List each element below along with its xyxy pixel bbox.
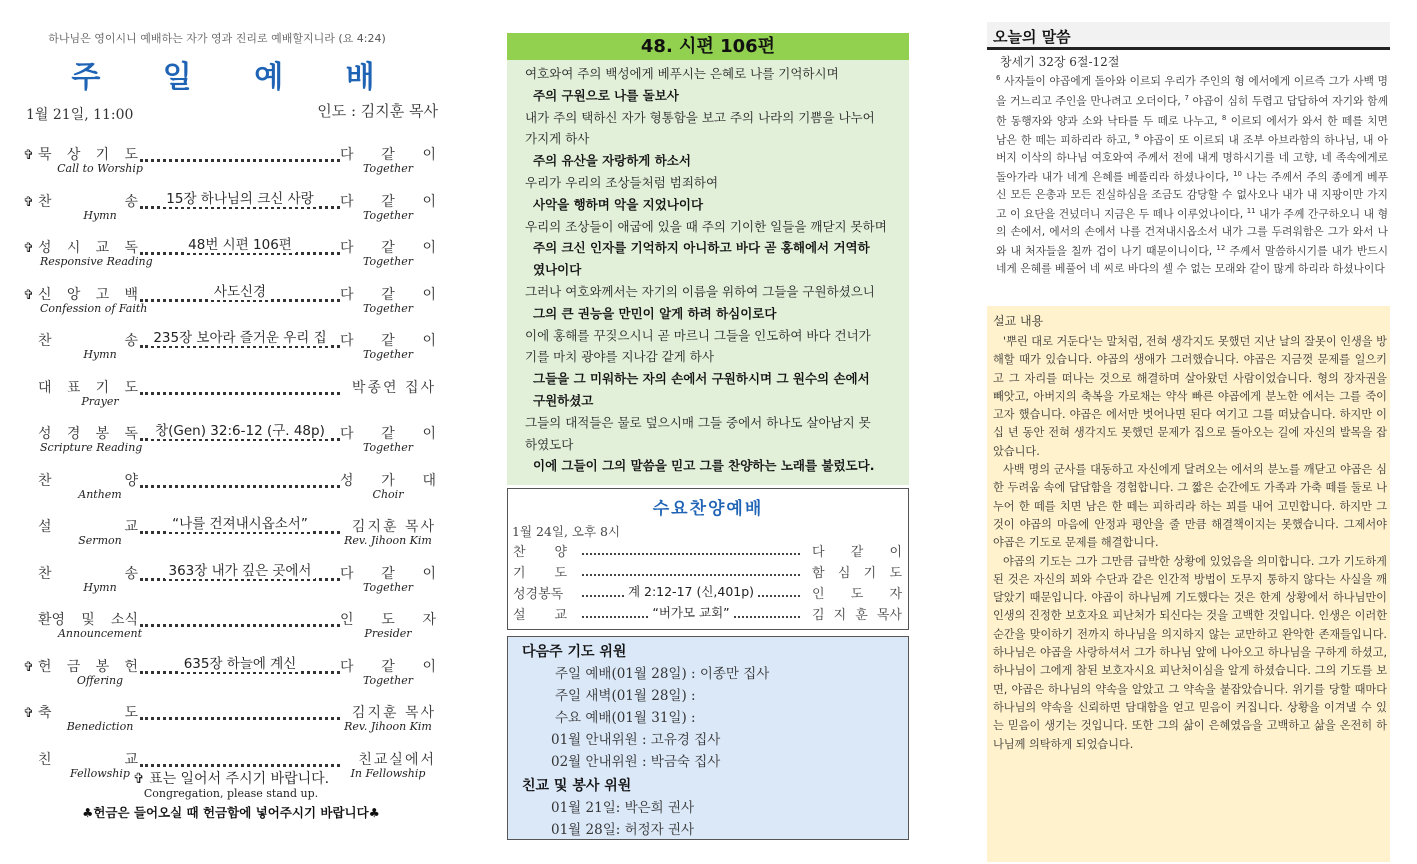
order-item-title	[38, 191, 138, 211]
order-item-english: Offering	[76, 673, 124, 687]
word-title: 오늘의 말씀	[987, 22, 1390, 50]
dotted-leader	[140, 704, 340, 720]
wednesday-item-title	[513, 604, 567, 623]
order-item-title	[38, 516, 138, 536]
title-char: 봉	[95, 426, 110, 442]
detail-text: 235장 보아라 즐거운 우리 집	[149, 330, 330, 346]
order-item-person-english: Together	[363, 348, 413, 361]
dotted-leader	[582, 564, 800, 576]
leader-line: 가지게 하사	[525, 131, 590, 147]
order-item-detail	[140, 512, 340, 532]
leader-line: 이에 홍해를 꾸짖으시니 곧 마르니 그들을 인도하여 바다 건너가	[525, 327, 871, 343]
order-item	[22, 559, 440, 606]
order-item-person-english: Rev. Jihoon Kim	[344, 534, 432, 547]
title-char: 경	[66, 426, 81, 442]
detail-text: “버가모 교회”	[649, 605, 732, 620]
order-item-title	[38, 237, 138, 257]
order-item-person-english: Together	[363, 255, 413, 268]
wednesday-item-title	[513, 562, 567, 581]
title-char: 도	[124, 147, 138, 163]
order-item	[22, 419, 440, 466]
order-item	[22, 605, 440, 652]
leader-line: 기를 마치 광야를 지나감 같게 하사	[525, 349, 714, 365]
wednesday-item-person	[812, 604, 902, 623]
order-item	[22, 140, 440, 187]
order-item-title	[38, 609, 138, 629]
congregation-line: 주의 크신 인자를 기억하지 아니하고 바다 곧 홍해에서 거역하	[533, 240, 870, 256]
wednesday-item-person	[812, 583, 902, 602]
leader-line: 그들의 대적들은 물로 덮으시매 그들 중에서 하나도 살아남지 못	[525, 414, 871, 430]
person-char: 가	[381, 472, 395, 489]
person-char: 이	[422, 147, 436, 163]
person-char: 같	[381, 333, 395, 349]
title-char: 금	[66, 658, 81, 675]
dotted-leader	[140, 379, 340, 395]
stand-note: ✞ 표는 일어서 주시기 바랍니다.	[132, 771, 330, 787]
person-char: 같	[381, 426, 395, 442]
prayer-item: 수요 예배(01월 31일) :	[555, 710, 696, 726]
leader-line: 내가 주의 택하신 자가 형통함을 보고 주의 나라의 기쁨을 나누어	[525, 109, 875, 125]
title-char: 찬	[38, 565, 52, 582]
order-item-person: 박종연 집사	[351, 379, 436, 396]
leader-line: 그러나 여호와께서는 자기의 이름을 위하여 그들을 구원하셨으니	[525, 283, 875, 299]
cross-icon: ✞	[23, 194, 34, 210]
fellowship-list	[522, 797, 894, 841]
title-char: 독	[124, 426, 138, 442]
title-char: 상	[66, 147, 81, 163]
title-char: 헌	[38, 658, 52, 675]
person-char: 자	[422, 612, 436, 628]
person-char: 도	[381, 612, 395, 628]
usher-item: 01월 안내위원 : 고유경 집사	[551, 732, 721, 748]
person-char: 목사	[876, 608, 902, 623]
title-char: 송	[124, 565, 138, 582]
order-item-english: Anthem	[78, 487, 122, 501]
person-char: 이	[422, 240, 436, 256]
fellowship-item: 01월 28일: 허정자 권사	[551, 822, 695, 838]
person-char: 이	[422, 426, 436, 442]
person-char: 같	[381, 193, 395, 210]
order-item-person: 김지훈 목사	[351, 519, 436, 535]
title-char: 송	[124, 193, 138, 210]
person-char: 이	[422, 658, 436, 675]
order-item-person-english: Rev. Jihoon Kim	[344, 720, 432, 733]
order-item	[22, 233, 440, 280]
person-char: 다	[340, 565, 354, 582]
wednesday-title: 수요찬양예배	[652, 499, 764, 519]
wednesday-item-detail	[582, 603, 800, 621]
cross-icon: ✞	[23, 706, 34, 721]
order-item-english: Announcement	[57, 627, 143, 640]
prayer-item: 주일 예배(01월 28일) : 이종만 집사	[555, 666, 770, 682]
psalm-lines	[507, 60, 909, 477]
usher-list	[522, 729, 894, 773]
title-char: 신	[38, 286, 52, 303]
wednesday-row	[512, 603, 904, 624]
person-char: 지	[833, 608, 847, 623]
sermon-body	[993, 333, 1387, 754]
title-char: 시	[66, 240, 81, 256]
detail-text: 사도신경	[210, 284, 270, 300]
cross-icon: ✞	[23, 148, 34, 163]
date-row	[22, 100, 440, 128]
sermon-box	[987, 306, 1390, 862]
wednesday-row	[512, 582, 904, 603]
order-item-person-english: Together	[363, 580, 413, 594]
sermon-paragraph: 사백 명의 군사를 대동하고 자신에게 달려오는 에서의 분노를 깨닫고 야곱은 심한 두려움 속에 답답함을 경험합니다. 그 짧은 순간에도 가족과 가축 떼를 둘로 나누어 한 떼를 치면 남은 한 떼는 피하리라 하는 꾀를 내어 고민합니다. 하지만 그것이 야곱의 마음에 안정과 평안을 줄 만큼 해결책이지는 못했습니다. 그제서야 야곱은 기도로 문제를 해결합니다.	[993, 463, 1387, 550]
title-char: 성	[38, 426, 52, 442]
cross-icon: ✞	[23, 659, 34, 675]
title-char: 앙	[66, 286, 81, 303]
order-item-person	[340, 237, 436, 257]
title-char: 소식	[110, 612, 138, 628]
order-item-english: Call to Worship	[57, 162, 143, 175]
congregation-line: 주의 구원으로 나를 돌보사	[533, 87, 679, 103]
person-char: 다	[812, 545, 825, 560]
scripture-reference: 창세기 32장 6절-12절	[1000, 55, 1120, 69]
cross-icon: ✞	[23, 287, 34, 303]
order-item-person-english: Choir	[372, 487, 404, 501]
responsive-reading-box	[507, 33, 909, 485]
detail-text: 창(Gen) 32:6-12 (구. 48p)	[151, 423, 329, 439]
prayer-item: 주일 새벽(01월 28일) :	[555, 688, 696, 704]
scripture-text: $^6$ 사자들이 야곱에게 돌아와 이르되 우리가 주인의 형 에서에게 이르즉 그가 사백 명을 거느리고 주인을 만나려고 오더이다, $^7$ 야곱이 심히 두렵고 답답하여 자기와 함께 한 동행자와 양과 소와 낙타를 두 떼로 나누고, $^8$ 이르되 에서가 와서 한 떼를 치면 남은 한 떼는 피하리라 하고, $^9$ 야곱이 또 이르되 내 조부 아브라함의 하나님, 내 아버지 이삭의 하나님 여호와여 주께서 전에 내게 명하시기를 네 고향, 네 족속에게로 돌아가라 내가 네게 은혜를 베풀리라 하셨나이다, $^{10}$ 나는 주께서 주의 종에게 베푸신 모든 은총과 모든 진실하심을 조금도 감당할 수 없사오나 내가 내 지팡이만 가지고 이 요단을 건넜더니 지금은 두 떼나 이루었나이다, $^{11}$ 내가 주께 간구하오니 내 형의 손에서, 에서의 손에서 나를 건져내시옵소서 내가 그를 두려워함은 그가 와서 나와 내 처자들을 칠까 겁이 나기 때문이니이다, $^{12}$ 주께서 말씀하시기를 내가 반드시 네게 은혜를 베풀어 네 씨로 바다의 셀 수 없는 모래와 같이 많게 하리라 하셨나이다	[996, 74, 1388, 276]
order-item-title	[38, 702, 138, 722]
dotted-leader	[140, 611, 340, 627]
person-char: 대	[422, 472, 436, 489]
order-item-english: Scripture Reading	[40, 441, 143, 454]
order-item-person	[340, 609, 436, 629]
title-char: 찬	[38, 193, 52, 210]
order-item	[22, 373, 440, 420]
order-item-person-english: Together	[363, 441, 413, 454]
todays-word-section	[987, 22, 1390, 751]
person-char: 이	[422, 286, 436, 303]
person-char: 김	[812, 608, 825, 623]
order-item-detail	[140, 559, 340, 579]
person-char: 같	[381, 565, 395, 582]
person-char: 함	[812, 566, 825, 581]
order-item-detail	[140, 233, 340, 253]
order-item-title	[38, 330, 138, 350]
order-item-detail	[140, 187, 340, 207]
person-char: 다	[340, 658, 354, 675]
fellowship-item: 01월 21일: 박은희 권사	[551, 800, 695, 816]
person-char: 성	[340, 472, 354, 489]
person-char: 이	[422, 565, 436, 582]
wednesday-item-title	[513, 583, 567, 602]
order-item	[22, 512, 440, 559]
wednesday-item-person	[812, 562, 902, 581]
person-char: 같	[381, 147, 395, 163]
person-char: 훈	[855, 608, 868, 623]
title-char: 송	[124, 333, 138, 349]
title-char: 교	[124, 751, 138, 768]
order-item-english: Confession of Faith	[40, 301, 148, 315]
order-item-person-english: Together	[363, 208, 413, 222]
order-item-person	[340, 191, 436, 211]
order-item-title	[38, 470, 138, 490]
congregation-line: 이에 그들이 그의 말씀을 믿고 그를 찬양하는 노래를 불렀도다.	[533, 458, 875, 474]
congregation-line: 그들을 그 미워하는 자의 손에서 구원하시며 그 원수의 손에서	[533, 371, 870, 387]
order-item	[22, 652, 440, 699]
order-item-person	[340, 656, 436, 676]
person-char: 인	[812, 587, 825, 602]
order-item-person	[340, 144, 436, 164]
person-char: 같	[381, 658, 395, 675]
order-item	[22, 466, 440, 513]
person-char: 이	[889, 545, 902, 560]
leader-line: 우리의 조상들이 애굽에 있을 때 주의 기이한 일들을 깨닫지 못하며	[525, 218, 887, 234]
person-char: 다	[340, 193, 354, 210]
sermon-paragraph: '뿌린 대로 거둔다'는 말처럼, 전혀 생각지도 못했던 지난 날의 잘못이 인생을 방해할 때가 있습니다. 야곱의 생애가 그러했습니다. 야곱은 지금껏 문제를 일으키고 그 자리를 떠나는 것으로 해결하며 살아왔던 사람이었습니다. 형의 장자권을 빼앗고, 아버지의 축복을 가로채는 약삭 빠른 야곱에게 분노한 에서는 그를 죽이고자 했습니다. 야곱은 에서만 벗어나면 된다 여기고 그를 떠났습니다. 하지만 이십 년 동안 전혀 생각지도 못했던 문제가 집으로 돌아오는 길에 자신의 발목을 잡았습니다.	[993, 335, 1387, 458]
dotted-leader	[140, 146, 340, 162]
congregation-line: 였나이다	[533, 262, 582, 278]
title-char: 기	[95, 379, 110, 396]
person-char: 다	[340, 333, 354, 349]
order-item-english: Benediction	[66, 720, 134, 733]
title-char: 도	[554, 566, 567, 581]
title-char: 봉	[95, 658, 110, 675]
leader-line: 우리가 우리의 조상들처럼 범죄하여	[525, 174, 719, 190]
title-char: 찬	[38, 333, 52, 349]
title-char: 독	[124, 240, 138, 256]
detail-text: “나를 건져내시옵소서”	[168, 516, 312, 532]
title-char: 양	[554, 545, 567, 560]
title-char: 축	[38, 705, 52, 721]
title-char: 및	[81, 612, 95, 628]
detail-text: 363장 내가 깊은 곳에서	[165, 563, 316, 579]
order-item-detail	[140, 419, 340, 439]
order-item-person-english: Presider	[364, 627, 412, 640]
order-item-person	[340, 563, 436, 583]
order-item-title	[38, 284, 138, 304]
order-item-title	[38, 144, 138, 164]
order-item-english: Hymn	[83, 348, 117, 361]
order-item-detail	[140, 652, 340, 672]
order-item-title	[38, 423, 138, 443]
order-item-english: Sermon	[78, 534, 122, 547]
title-char: 기	[513, 566, 526, 581]
order-item-title	[38, 656, 138, 676]
title-char: 헌	[124, 658, 138, 675]
title-char: 설	[513, 608, 526, 623]
title-char: 기	[95, 147, 110, 163]
order-item	[22, 187, 440, 234]
detail-text: 635장 하늘에 계신	[180, 656, 301, 672]
leader-line: 하였도다	[525, 436, 574, 452]
order-item-detail	[140, 326, 340, 346]
order-item-english: Prayer	[81, 394, 119, 408]
person-char: 이	[422, 333, 436, 349]
fellowship-heading: 친교 및 봉사 위원	[522, 778, 632, 794]
person-char: 같	[850, 545, 864, 560]
wednesday-item-person	[812, 541, 902, 560]
order-item-person-english: Together	[363, 301, 413, 315]
title-char: 성	[38, 240, 52, 256]
order-item-person-english: Together	[363, 162, 413, 175]
order-item-english: Hymn	[83, 208, 117, 222]
order-item-person	[340, 423, 436, 443]
congregation-line: 구원하셨고	[533, 392, 594, 408]
sermon-heading: 설교 내용	[993, 314, 1044, 328]
title-char: 설	[38, 519, 52, 535]
order-item-title	[38, 377, 138, 397]
person-char: 이	[422, 193, 436, 210]
person-char: 다	[340, 240, 354, 256]
wednesday-item-title	[513, 541, 567, 560]
title-char: 교	[95, 240, 110, 256]
dotted-leader	[582, 543, 800, 555]
sunday-worship-order	[22, 30, 440, 864]
order-item-person	[340, 470, 436, 490]
leader-line: 여호와여 주의 백성에게 베푸시는 은혜로 나를 기억하시며	[525, 66, 839, 81]
order-item	[22, 698, 440, 745]
detail-text: 48번 시편 106편	[184, 237, 296, 253]
dotted-leader	[140, 751, 340, 767]
prayer-committee-box	[507, 636, 909, 840]
title-char: 묵	[38, 147, 52, 163]
title-char: 교	[554, 608, 567, 623]
worship-leader: 인도 : 김지훈 목사	[317, 102, 438, 120]
order-item-title	[38, 563, 138, 583]
order-item-person: 김지훈 목사	[351, 705, 436, 721]
prayer-heading: 다음주 기도 위원	[522, 644, 627, 660]
person-char: 자	[889, 587, 902, 602]
stand-note-english: Congregation, please stand up.	[143, 787, 319, 800]
wednesday-row	[512, 540, 904, 561]
order-item-english: Hymn	[83, 580, 117, 594]
person-char: 도	[850, 587, 864, 602]
person-char: 심	[837, 566, 851, 581]
cross-icon: ✞	[23, 241, 34, 256]
wednesday-worship-box	[507, 488, 909, 630]
person-char: 다	[340, 286, 354, 303]
wednesday-date: 1월 24일, 오후 8시	[512, 524, 621, 539]
title-char: 친	[38, 751, 52, 768]
title-char: 고	[95, 286, 110, 303]
title-char: 교	[124, 519, 138, 535]
page-title: 주 일 예 배	[71, 60, 401, 95]
order-item-detail	[140, 280, 340, 300]
person-char: 다	[340, 426, 354, 442]
title-char: 도	[124, 379, 138, 396]
detail-text: 계 2:12-17 (신,401p)	[625, 584, 757, 599]
order-item-person	[340, 284, 436, 304]
person-char: 같	[381, 240, 395, 256]
title-char: 찬	[38, 472, 52, 489]
congregation-line: 그의 큰 권능을 만민이 알게 하려 하심이로다	[533, 305, 777, 321]
title-char: 성경봉독	[513, 587, 564, 602]
wednesday-row	[512, 561, 904, 582]
title-char: 도	[124, 705, 138, 721]
order-item-person-english: In Fellowship	[350, 766, 426, 780]
person-char: 인	[340, 612, 354, 628]
wednesday-item-detail	[582, 582, 800, 600]
person-char: 같	[381, 286, 395, 303]
offering-note: ♣헌금은 들어오실 때 헌금함에 넣어주시기 바랍니다♣	[82, 805, 380, 820]
dotted-leader	[140, 472, 340, 488]
order-item-title	[38, 749, 138, 769]
title-char: 찬	[513, 545, 526, 560]
title-char: 표	[66, 379, 81, 396]
order-item	[22, 326, 440, 373]
person-char: 도	[889, 566, 902, 581]
order-item-person	[340, 330, 436, 350]
title-char: 대	[38, 379, 52, 396]
order-item-english: Responsive Reading	[40, 255, 153, 268]
order-list	[22, 140, 440, 791]
top-verse: 하나님은 영이시니 예배하는 자가 영과 진리로 예배할지니라 (요 4:24)	[48, 32, 386, 45]
psalm-title: 48. 시편 106편	[507, 33, 909, 60]
usher-item: 02월 안내위원 : 박금숙 집사	[551, 754, 721, 770]
congregation-line: 주의 유산을 자랑하게 하소서	[533, 153, 691, 169]
worship-date: 1월 21일, 11:00	[26, 107, 134, 123]
detail-text: 15장 하나님의 크신 사랑	[162, 191, 317, 207]
congregation-line: 사악을 행하며 악을 지었나이다	[533, 196, 704, 212]
order-item-person-english: Together	[363, 673, 413, 687]
person-char: 다	[340, 147, 354, 163]
sermon-paragraph: 야곱의 기도는 그가 그만큼 급박한 상황에 있었음을 의미합니다. 그가 기도하게 된 것은 자신의 꾀와 수단과 같은 인간적 방법이 도무지 통하지 않다는 사실을 깨달았기 때문입니다. 야곱이 하나님께 기도했다는 것은 한계 상황에서 하나님만이 인생의 진정한 보호자요 피난처가 되신다는 것을 고백한 것입니다. 인생은 이러한 순간을 맞이하기 전까지 하나님을 의지하지 않는 교만하고 완악한 존재들입니다. 하나님은 야곱을 사랑하셔서 그가 하나님 앞에 나아오고 하나님을 구하게 하셨고, 하나님이 그에게 참된 보호자시요 피난처이심을 알게 하셨습니다. 그의 기도를 보면, 야곱은 하나님의 약속을 알았고 그 약속을 붙잡았습니다. 위기를 당할 때마다 하나님의 약속을 신뢰하면 담대함을 얻고 믿음이 커집니다. 상황을 이겨낼 수 있는 믿음이 생기는 것입니다. 또한 그의 삶이 은혜였음을 고백하고 삶을 온전히 하나님께 의탁하게 되었습니다.	[993, 554, 1387, 751]
order-item-person: 친교실에서	[358, 751, 436, 768]
prayer-list	[522, 663, 894, 729]
title-char: 백	[124, 286, 138, 303]
order-item-english: Fellowship	[70, 766, 130, 780]
title-char: 환영	[38, 612, 66, 628]
title-char: 양	[124, 472, 138, 489]
order-item	[22, 280, 440, 327]
person-char: 기	[863, 566, 877, 581]
wednesday-order	[512, 540, 904, 624]
